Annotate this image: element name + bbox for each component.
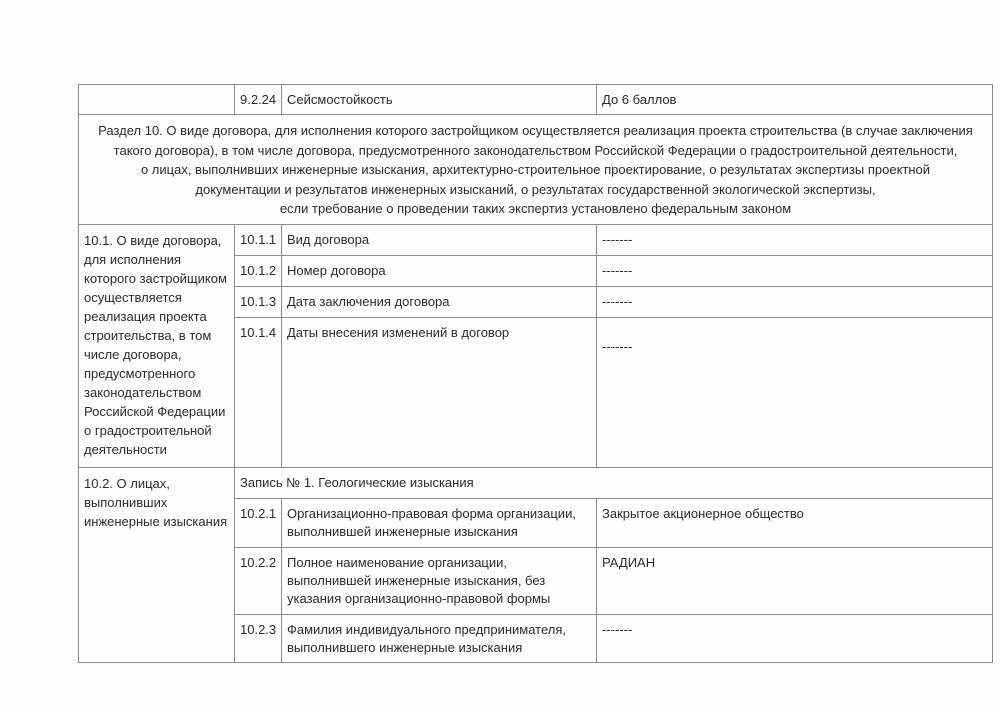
section-title-line: о лицах, выполнивших инженерные изыскания, архитектурно-строительное проектирование, о результатах экспертизы проектной	[140, 162, 931, 177]
section-title-line: такого договора), в том числе договора, предусмотренного законодательством Российской Федерации о градостроительной деятельности,	[113, 142, 958, 158]
subsection-10-2-title: 10.2. О лицах, выполнивших инженерные изыскания	[79, 467, 235, 662]
record-label: Запись № 1. Геологические изыскания	[235, 467, 993, 498]
row-value: Закрытое акционерное общество	[597, 498, 993, 547]
record-header-row	[79, 467, 993, 498]
row-value: -------	[597, 286, 993, 317]
section-title-line: документации и результатов инженерных изысканий, о результатах государственной экологической экспертизы,	[195, 181, 876, 197]
section-title-line: Раздел 10. О виде договора, для исполнения которого застройщиком осуществляется реализация проекта строительства (в случае заключения	[98, 123, 973, 138]
row-field: Полное наименование организации, выполнившей инженерные изыскания, без указания организационно-правовой формы	[282, 547, 597, 614]
row-code: 10.1.2	[235, 255, 282, 286]
row-field: Даты внесения изменений в договор	[282, 317, 597, 467]
row-field: Вид договора	[282, 224, 597, 255]
row-code: 10.1.4	[235, 317, 282, 467]
row-field: Сейсмостойкость	[282, 85, 597, 115]
row-code: 10.1.1	[235, 224, 282, 255]
project-declaration-table	[78, 84, 993, 663]
empty-section-cell	[79, 85, 235, 115]
table-row-10-1-1	[79, 224, 993, 255]
row-value: -------	[597, 224, 993, 255]
row-value: -------	[597, 255, 993, 286]
row-value-cell	[597, 317, 993, 467]
section-title-line: если требование о проведении таких экспертиз установлено федеральным законом	[279, 201, 792, 216]
section-10-title	[79, 115, 993, 225]
row-code: 10.2.2	[235, 547, 282, 614]
row-code: 10.2.3	[235, 614, 282, 662]
row-field: Фамилия индивидуального предпринимателя, выполнившего инженерные изыскания	[282, 614, 597, 662]
row-field: Дата заключения договора	[282, 286, 597, 317]
row-value: РАДИАН	[597, 547, 993, 614]
section-10-header-row	[79, 115, 993, 225]
row-field: Организационно-правовая форма организации, выполнившей инженерные изыскания	[282, 498, 597, 547]
row-value: -------	[597, 614, 993, 662]
row-code: 10.2.1	[235, 498, 282, 547]
row-value: До 6 баллов	[597, 85, 993, 115]
row-value: -------	[602, 338, 633, 354]
row-code: 10.1.3	[235, 286, 282, 317]
row-field: Номер договора	[282, 255, 597, 286]
subsection-10-1-title: 10.1. О виде договора, для исполнения которого застройщиком осуществляется реализация проекта строительства, в том числе договора, предусмотренного законодательством Российской Федерации о градостроительной деятельности	[79, 224, 235, 467]
row-code: 9.2.24	[235, 85, 282, 115]
table-row-9-2-24	[79, 85, 993, 115]
